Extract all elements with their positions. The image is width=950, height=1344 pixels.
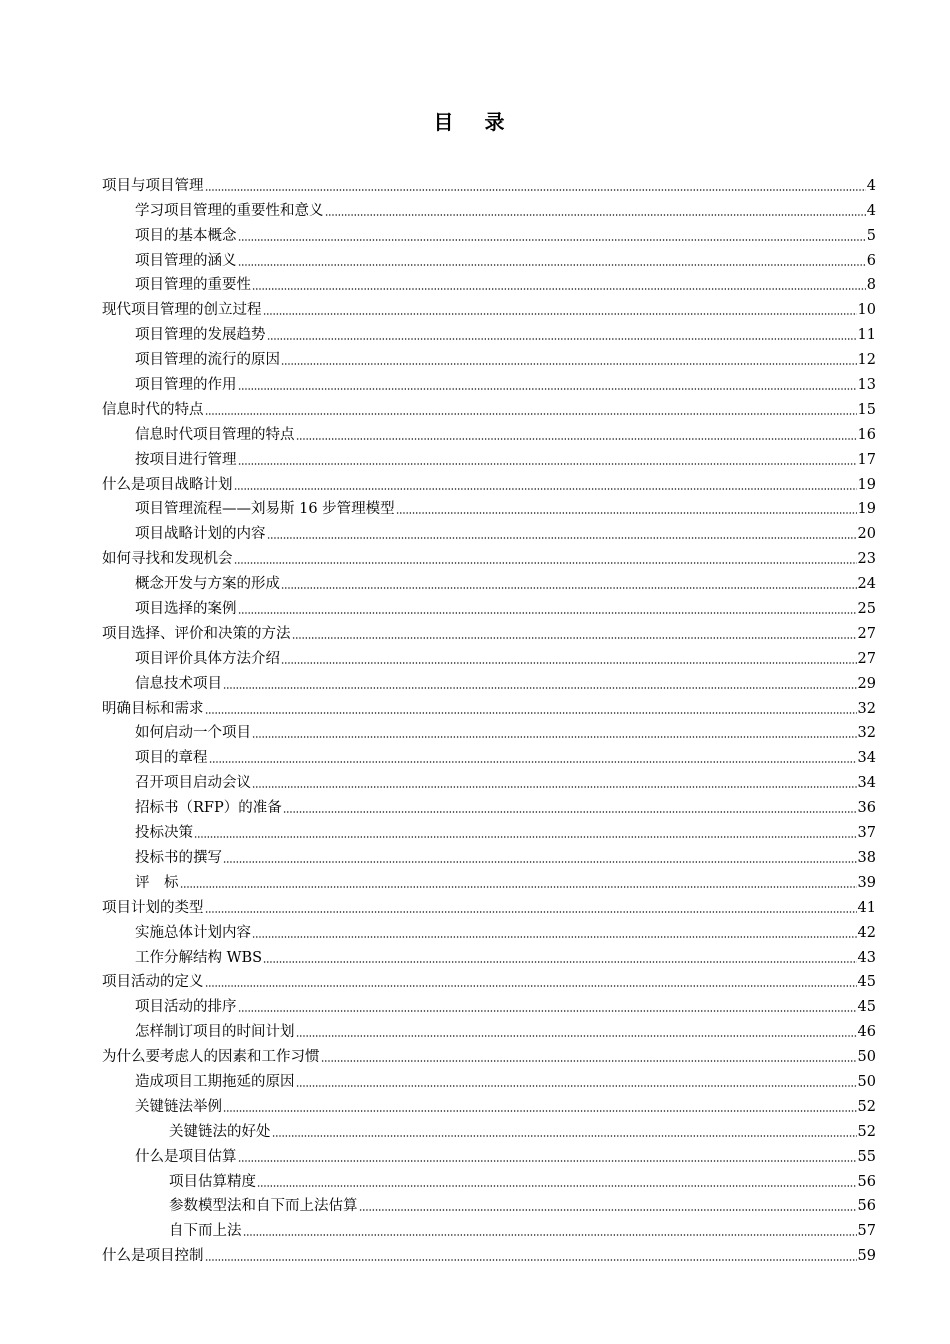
toc-entry-label: 召开项目启动会议 [135,775,251,792]
toc-entry-label: 项目选择、评价和决策的方法 [102,625,291,642]
dot-leader [238,463,857,465]
toc-entry-label: 项目管理的涵义 [135,252,237,269]
toc-entry[interactable] [102,369,876,394]
toc-entry-page-number: 41 [857,899,876,916]
toc-entry-page-number: 6 [866,252,876,269]
toc-entry[interactable] [102,344,876,369]
dot-leader [267,338,857,340]
dot-leader [396,512,857,514]
toc-entry[interactable] [102,444,876,469]
dot-leader [205,189,866,191]
dot-leader [205,1259,857,1261]
dot-leader [238,1160,857,1162]
dot-leader [223,861,857,863]
toc-entry[interactable] [102,1141,876,1166]
toc-entry-page-number: 57 [857,1223,876,1240]
toc-entry-page-number: 23 [857,551,876,568]
toc-entry[interactable] [102,867,876,892]
toc-entry[interactable] [102,469,876,494]
toc-entry-page-number: 4 [866,177,876,194]
toc-entry-label: 如何寻找和发现机会 [102,551,233,568]
toc-entry[interactable] [102,742,876,767]
toc-entry-label: 按项目进行管理 [135,451,237,468]
dot-leader [205,712,857,714]
dot-leader [238,1010,857,1012]
toc-entry-page-number: 10 [857,302,876,319]
toc-entry[interactable] [102,494,876,519]
toc-entry-page-number: 52 [857,1098,876,1115]
dot-leader [205,413,857,415]
toc-entry[interactable] [102,245,876,270]
toc-entry-label: 实施总体计划内容 [135,924,251,941]
toc-entry[interactable] [102,643,876,668]
toc-entry[interactable] [102,693,876,718]
toc-entry[interactable] [102,917,876,942]
toc-entry-page-number: 32 [857,725,876,742]
toc-entry-page-number: 45 [857,974,876,991]
toc-entry-page-number: 12 [857,352,876,369]
toc-entry[interactable] [102,1016,876,1041]
toc-entry[interactable] [102,718,876,743]
toc-entry-label: 什么是项目控制 [102,1248,204,1265]
dot-leader [234,488,857,490]
toc-entry-label: 项目选择的案例 [135,601,237,618]
toc-entry-label: 关键链法举例 [135,1098,222,1115]
toc-entry-label: 概念开发与方案的形成 [135,576,280,593]
dot-leader [205,911,857,913]
toc-entry[interactable] [102,1116,876,1141]
toc-entry-page-number: 56 [857,1198,876,1215]
dot-leader [325,214,866,216]
dot-leader [283,811,857,813]
toc-entry-page-number: 25 [857,601,876,618]
dot-leader [194,836,857,838]
toc-entry-label: 项目管理流程——刘易斯 16 步管理模型 [135,501,395,518]
toc-entry-page-number: 36 [857,800,876,817]
toc-entry-label: 项目管理的流行的原因 [135,352,280,369]
toc-entry-page-number: 52 [857,1123,876,1140]
toc-entry-label: 投标书的撰写 [135,849,222,866]
toc-entry-page-number: 46 [857,1024,876,1041]
toc-entry-label: 如何启动一个项目 [135,725,251,742]
toc-entry[interactable] [102,518,876,543]
toc-entry[interactable] [102,842,876,867]
toc-entry-label: 信息时代项目管理的特点 [135,426,295,443]
toc-entry-page-number: 11 [857,327,876,344]
toc-entry-label: 明确目标和需求 [102,700,204,717]
toc-entry-label: 项目评价具体方法介绍 [135,650,280,667]
toc-entry-page-number: 50 [857,1073,876,1090]
dot-leader [296,1085,857,1087]
toc-entry-label: 参数模型法和自下而上法估算 [169,1198,358,1215]
table-of-contents [102,170,876,1265]
dot-leader [281,363,857,365]
dot-leader [234,562,857,564]
toc-entry-label: 投标决策 [135,825,193,842]
toc-entry-page-number: 56 [857,1173,876,1190]
toc-entry[interactable] [102,792,876,817]
toc-entry-page-number: 43 [857,949,876,966]
dot-leader [238,239,866,241]
toc-entry[interactable] [102,394,876,419]
toc-entry-page-number: 39 [857,874,876,891]
toc-entry-label: 项目的基本概念 [135,227,237,244]
toc-entry-page-number: 27 [857,625,876,642]
toc-entry-page-number: 15 [857,401,876,418]
toc-entry[interactable] [102,220,876,245]
toc-entry-label: 评 标 [135,874,179,891]
toc-entry-page-number: 50 [857,1049,876,1066]
toc-entry-label: 自下而上法 [169,1223,242,1240]
toc-entry-page-number: 16 [857,426,876,443]
toc-entry-page-number: 27 [857,650,876,667]
toc-entry-page-number: 19 [857,476,876,493]
toc-entry-label: 招标书（RFP）的准备 [135,800,282,817]
toc-entry-label: 信息时代的特点 [102,401,204,418]
toc-entry-label: 项目的章程 [135,750,208,767]
dot-leader [263,313,857,315]
toc-entry[interactable] [102,1041,876,1066]
dot-leader [359,1209,857,1211]
toc-entry-label: 项目活动的排序 [135,999,237,1016]
toc-entry-label: 怎样制订项目的时间计划 [135,1024,295,1041]
dot-leader [272,1135,857,1137]
dot-leader [296,1035,857,1037]
toc-entry-page-number: 19 [857,501,876,518]
toc-entry[interactable] [102,270,876,295]
dot-leader [205,985,857,987]
toc-entry-label: 什么是项目战略计划 [102,476,233,493]
toc-entry[interactable] [102,1240,876,1265]
toc-entry-page-number: 13 [857,377,876,394]
dot-leader [223,1110,857,1112]
toc-entry-label: 项目与项目管理 [102,177,204,194]
toc-entry[interactable] [102,618,876,643]
toc-entry-page-number: 45 [857,999,876,1016]
toc-entry-label: 什么是项目估算 [135,1148,237,1165]
dot-leader [238,612,857,614]
toc-entry[interactable] [102,1066,876,1091]
toc-entry-page-number: 8 [866,277,876,294]
toc-entry[interactable] [102,568,876,593]
toc-entry[interactable] [102,195,876,220]
dot-leader [252,288,866,290]
dot-leader [267,537,857,539]
toc-entry[interactable] [102,419,876,444]
toc-entry-label: 项目估算精度 [169,1173,256,1190]
toc-entry[interactable] [102,319,876,344]
toc-entry[interactable] [102,294,876,319]
dot-leader [252,736,857,738]
toc-entry-page-number: 4 [866,202,876,219]
toc-entry[interactable] [102,593,876,618]
toc-entry-page-number: 20 [857,526,876,543]
toc-entry-label: 关键链法的好处 [169,1123,271,1140]
toc-entry[interactable] [102,1091,876,1116]
toc-entry[interactable] [102,1191,876,1216]
toc-entry-label: 项目活动的定义 [102,974,204,991]
dot-leader [238,388,857,390]
toc-entry[interactable] [102,942,876,967]
toc-entry-page-number: 59 [857,1248,876,1265]
toc-entry[interactable] [102,991,876,1016]
toc-entry-page-number: 29 [857,675,876,692]
toc-entry-label: 项目管理的作用 [135,377,237,394]
toc-entry-label: 学习项目管理的重要性和意义 [135,202,324,219]
dot-leader [209,761,857,763]
toc-entry-page-number: 55 [857,1148,876,1165]
toc-entry-label: 工作分解结构 WBS [135,949,263,966]
dot-leader [238,264,866,266]
toc-entry[interactable] [102,892,876,917]
dot-leader [252,936,857,938]
toc-entry[interactable] [102,668,876,693]
toc-entry-label: 信息技术项目 [135,675,222,692]
toc-entry[interactable] [102,543,876,568]
toc-entry-page-number: 38 [857,849,876,866]
toc-entry[interactable] [102,967,876,992]
dot-leader [252,786,857,788]
toc-entry-label: 项目管理的重要性 [135,277,251,294]
toc-entry[interactable] [102,1166,876,1191]
dot-leader [292,637,857,639]
toc-entry-page-number: 17 [857,451,876,468]
dot-leader [281,662,857,664]
dot-leader [296,438,857,440]
toc-entry-page-number: 24 [857,576,876,593]
toc-entry-label: 造成项目工期拖延的原因 [135,1073,295,1090]
toc-entry[interactable] [102,1215,876,1240]
toc-entry-page-number: 34 [857,750,876,767]
dot-leader [243,1234,857,1236]
toc-entry-label: 项目计划的类型 [102,899,204,916]
toc-entry-page-number: 42 [857,924,876,941]
dot-leader [257,1185,857,1187]
dot-leader [223,687,857,689]
toc-entry-label: 项目管理的发展趋势 [135,327,266,344]
toc-entry-page-number: 37 [857,825,876,842]
toc-entry-page-number: 32 [857,700,876,717]
toc-entry[interactable] [102,817,876,842]
toc-entry-label: 项目战略计划的内容 [135,526,266,543]
toc-entry-label: 现代项目管理的创立过程 [102,302,262,319]
toc-entry-page-number: 5 [866,227,876,244]
toc-entry-label: 为什么要考虑人的因素和工作习惯 [102,1049,320,1066]
toc-title: 目 录 [433,110,517,134]
dot-leader [180,886,857,888]
dot-leader [263,961,856,963]
dot-leader [281,587,857,589]
toc-entry[interactable] [102,170,876,195]
toc-entry[interactable] [102,767,876,792]
toc-entry-page-number: 34 [857,775,876,792]
dot-leader [321,1060,857,1062]
